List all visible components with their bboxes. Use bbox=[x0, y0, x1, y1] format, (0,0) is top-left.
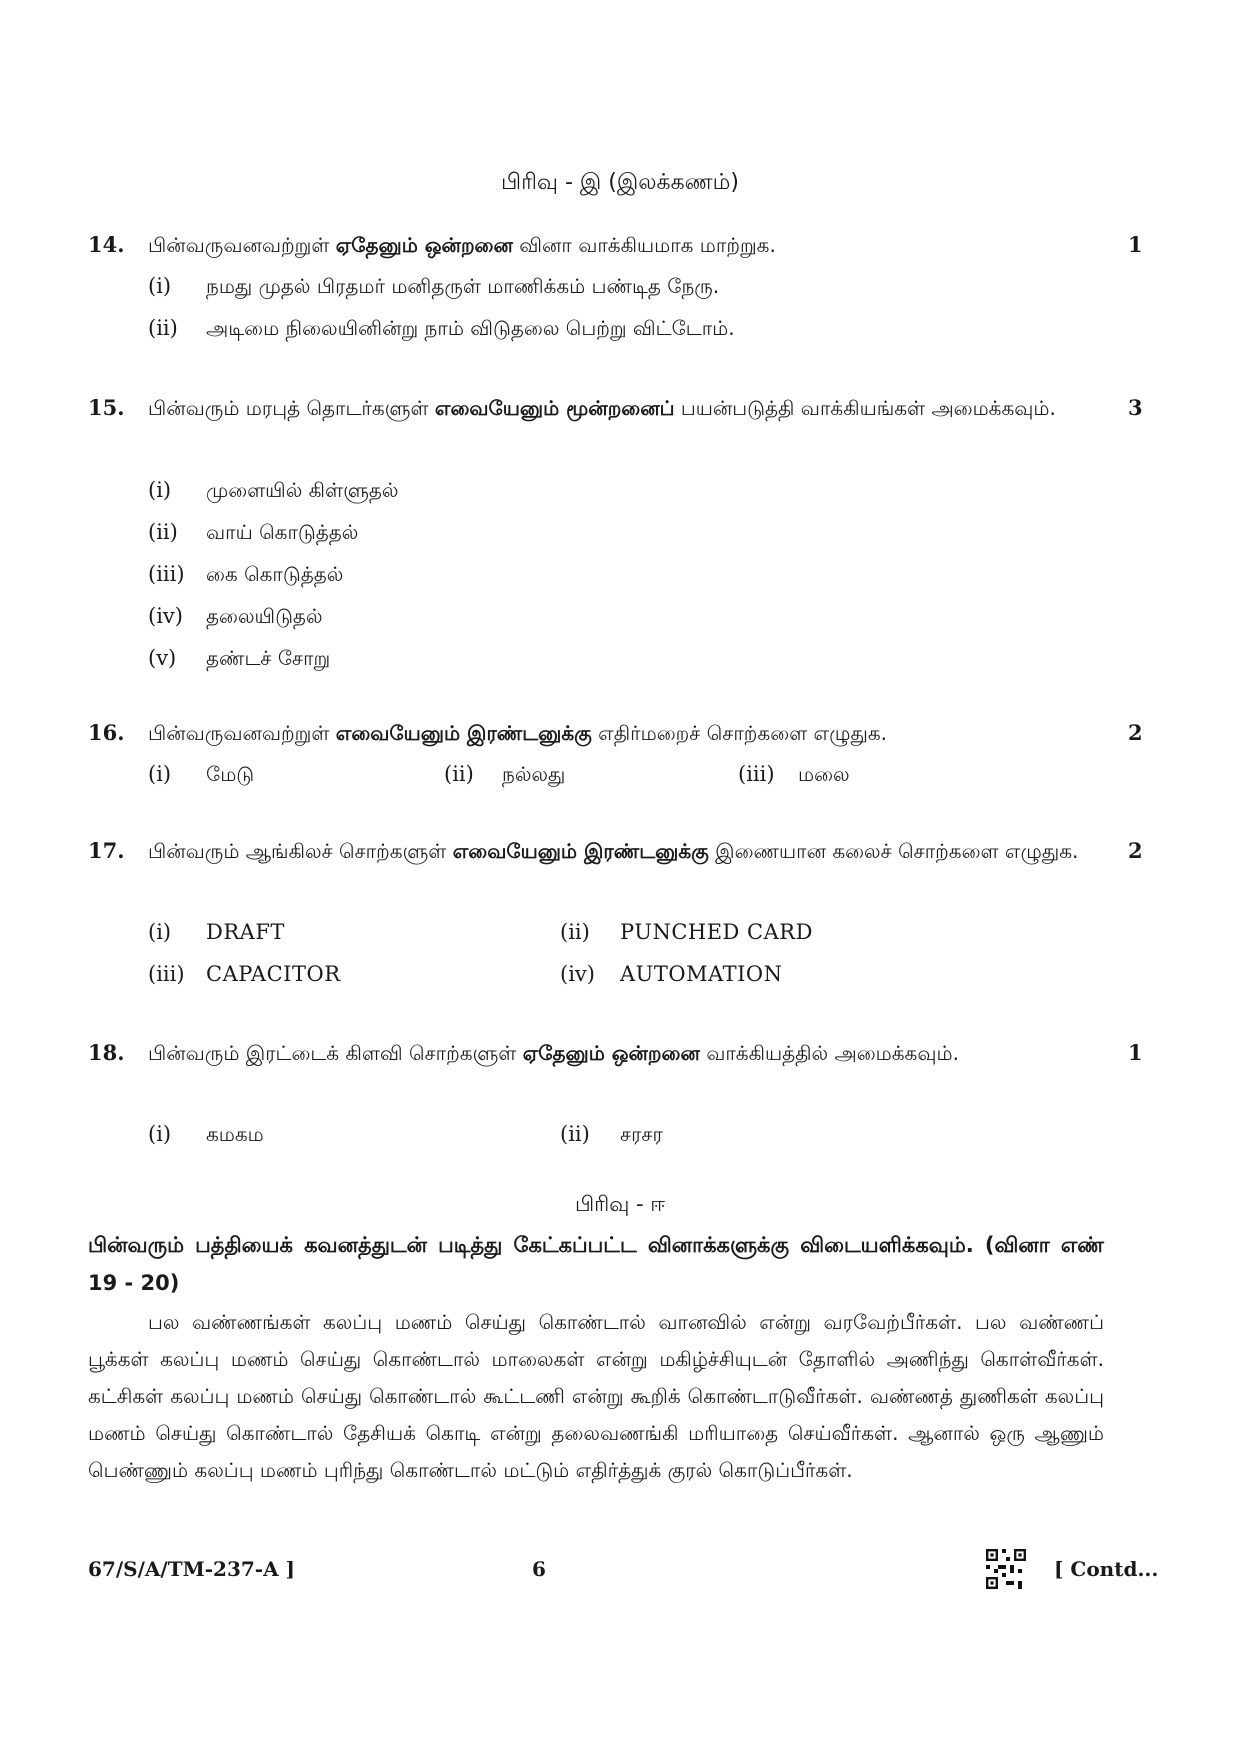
question-number: 16. bbox=[88, 720, 125, 745]
question-number: 18. bbox=[88, 1040, 125, 1065]
option-label: (iv) bbox=[148, 604, 183, 628]
section-title: பிரிவு - ஈ bbox=[574, 1192, 666, 1216]
option-text: மலை bbox=[798, 762, 850, 786]
page-number: 6 bbox=[532, 1557, 546, 1581]
question-text: பின்வருவனவற்றுள் ஏதேனும் ஒன்றனை வினா வாக்கியமாக மாற்றுக. bbox=[148, 233, 776, 257]
option-label: (ii) bbox=[148, 520, 178, 544]
option-label: (i) bbox=[148, 478, 172, 502]
section-title: பிரிவு - இ (இலக்கணம்) bbox=[501, 170, 739, 195]
question-marks: 1 bbox=[1128, 232, 1143, 257]
option-label: (ii) bbox=[444, 762, 474, 786]
option-text: முளையில் கிள்ளுதல் bbox=[206, 478, 399, 502]
option-text: நமது முதல் பிரதமர் மனிதருள் மாணிக்கம் பண்டித நேரு. bbox=[206, 274, 720, 298]
option-label: (ii) bbox=[560, 920, 590, 944]
option-text: சரசர bbox=[620, 1122, 663, 1146]
option-label: (i) bbox=[148, 274, 172, 298]
question-marks: 2 bbox=[1128, 838, 1143, 863]
paper-code: 67/S/A/TM-237-A ] bbox=[88, 1557, 296, 1581]
option-label: (i) bbox=[148, 1122, 172, 1146]
option-text: நல்லது bbox=[502, 762, 566, 786]
option-text: CAPACITOR bbox=[206, 962, 341, 986]
option-text: தலையிடுதல் bbox=[206, 604, 323, 628]
qr-code bbox=[986, 1549, 1026, 1589]
option-text: மேடு bbox=[206, 762, 255, 786]
question-marks: 2 bbox=[1128, 720, 1143, 745]
option-label: (v) bbox=[148, 646, 177, 670]
passage-text: பல வண்ணங்கள் கலப்பு மணம் செய்து கொண்டால் வானவில் என்று வரவேற்பீர்கள். பல வண்ணப் பூக்கள் கலப்பு மணம் செய்து கொண்டால் மாலைகள் என்று மகிழ்ச்சியுடன் தோளில் அணிந்து கொள்வீர்கள். கட்சிகள் கலப்பு மணம் செய்து கொண்டால் கூட்டணி என்று கூறிக் கொண்டாடுவீர்கள். வண்ணத் துணிகள் கலப்பு மணம் செய்து கொண்டால் தேசியக் கொடி என்று தலைவணங்கி மரியாதை செய்வீர்கள். ஆனால் ஒரு ஆணும் பெண்ணும் கலப்பு மணம் புரிந்து கொண்டால் மட்டும் எதிர்த்துக் குரல் கொடுப்பீர்கள். bbox=[88, 1310, 1104, 1482]
option-label: (ii) bbox=[148, 316, 178, 340]
option-label: (i) bbox=[148, 920, 172, 944]
question-text: பின்வரும் இரட்டைக் கிளவி சொற்களுள் ஏதேனும் ஒன்றனை வாக்கியத்தில் அமைக்கவும். bbox=[148, 1041, 959, 1065]
option-text: PUNCHED CARD bbox=[620, 920, 813, 944]
option-label: (iii) bbox=[148, 962, 185, 986]
question-number: 17. bbox=[88, 838, 125, 863]
question-number: 14. bbox=[88, 232, 125, 257]
option-text: DRAFT bbox=[206, 920, 285, 944]
option-label: (i) bbox=[148, 762, 172, 786]
question-marks: 1 bbox=[1128, 1040, 1143, 1065]
option-label: (ii) bbox=[560, 1122, 590, 1146]
option-label: (iii) bbox=[148, 562, 185, 586]
question-number: 15. bbox=[88, 395, 125, 420]
question-text: பின்வரும் ஆங்கிலச் சொற்களுள் எவையேனும் இரண்டனுக்கு இணையான கலைச் சொற்களை எழுதுக. bbox=[148, 839, 1079, 863]
option-text: AUTOMATION bbox=[620, 962, 783, 986]
question-marks: 3 bbox=[1128, 395, 1143, 420]
option-text: கமகம bbox=[206, 1122, 264, 1146]
option-text: அடிமை நிலையினின்று நாம் விடுதலை பெற்று விட்டோம். bbox=[206, 316, 735, 340]
option-text: தண்டச் சோறு bbox=[206, 646, 331, 670]
question-text: பின்வருவனவற்றுள் எவையேனும் இரண்டனுக்கு எதிர்மறைச் சொற்களை எழுதுக. bbox=[148, 721, 887, 745]
question-text: பின்வரும் மரபுத் தொடர்களுள் எவையேனும் மூன்றனைப் பயன்படுத்தி வாக்கியங்கள் அமைக்கவும். bbox=[148, 396, 1056, 420]
option-label: (iv) bbox=[560, 962, 595, 986]
option-text: வாய் கொடுத்தல் bbox=[206, 520, 359, 544]
passage-instruction: பின்வரும் பத்தியைக் கவனத்துடன் படித்து கேட்கப்பட்ட வினாக்களுக்கு விடையளிக்கவும். (வினா எண் 19 - 20) bbox=[88, 1233, 1104, 1295]
continued-label: [ Contd... bbox=[1054, 1557, 1159, 1581]
option-text: கை கொடுத்தல் bbox=[206, 562, 344, 586]
option-label: (iii) bbox=[738, 762, 775, 786]
